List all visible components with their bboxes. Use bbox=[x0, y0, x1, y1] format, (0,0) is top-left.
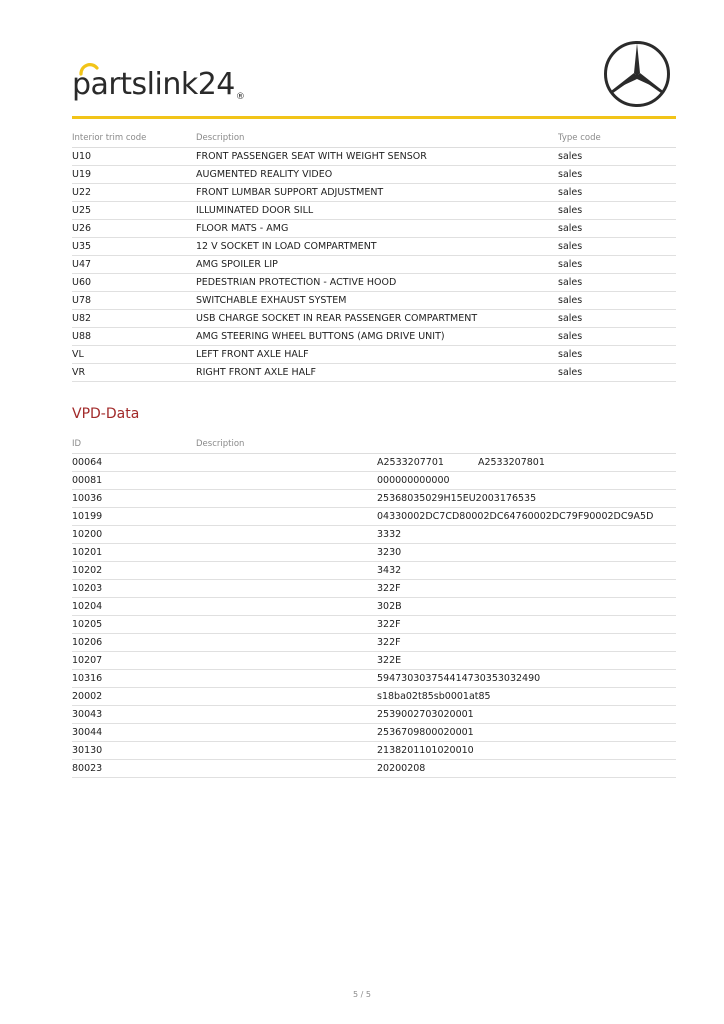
table-row bbox=[72, 256, 676, 274]
vpd-spacer bbox=[196, 508, 377, 525]
vpd-value: 2539002703020001 bbox=[377, 709, 474, 720]
vpd-id-cell: 10316 bbox=[72, 673, 103, 684]
vpd-spacer bbox=[196, 760, 377, 777]
header-description: Description bbox=[196, 133, 245, 143]
table-row bbox=[72, 238, 676, 256]
vpd-value: 20200208 bbox=[377, 763, 426, 774]
vpd-value: s18ba02t85sb0001at85 bbox=[377, 691, 491, 702]
vpd-id-cell: 30044 bbox=[72, 727, 103, 738]
vpd-value-cell bbox=[377, 580, 676, 597]
table-row bbox=[72, 364, 676, 382]
table-header bbox=[72, 130, 676, 148]
vpd-value-cell bbox=[377, 598, 676, 615]
table-row bbox=[72, 688, 676, 706]
vpd-spacer bbox=[196, 634, 377, 651]
vpd-id-cell: 10203 bbox=[72, 583, 103, 594]
description-cell: AUGMENTED REALITY VIDEO bbox=[196, 169, 333, 180]
vpd-value-cell bbox=[377, 742, 676, 759]
vpd-id-cell: 00081 bbox=[72, 475, 103, 486]
vpd-value: 2536709800020001 bbox=[377, 727, 474, 738]
table-row bbox=[72, 508, 676, 526]
type-code-cell: sales bbox=[558, 169, 583, 180]
vpd-value-cell bbox=[377, 526, 676, 543]
trim-code-cell: U60 bbox=[72, 277, 92, 288]
vpd-id-cell: 30043 bbox=[72, 709, 103, 720]
vpd-spacer bbox=[196, 742, 377, 759]
vpd-value-cell bbox=[377, 670, 676, 687]
trim-code-cell: U10 bbox=[72, 151, 92, 162]
vpd-spacer bbox=[196, 454, 377, 471]
vpd-id-cell: 30130 bbox=[72, 745, 103, 756]
vpd-value-cell bbox=[377, 472, 676, 489]
vpd-id-cell: 20002 bbox=[72, 691, 103, 702]
table-row bbox=[72, 292, 676, 310]
description-cell: FRONT PASSENGER SEAT WITH WEIGHT SENSOR bbox=[196, 151, 427, 162]
vpd-value-cell bbox=[377, 562, 676, 579]
type-code-cell: sales bbox=[558, 313, 583, 324]
trim-code-cell: U35 bbox=[72, 241, 92, 252]
header-code: Interior trim code bbox=[72, 133, 147, 143]
header-type: Type code bbox=[558, 133, 601, 143]
vpd-spacer bbox=[196, 652, 377, 669]
description-cell: PEDESTRIAN PROTECTION - ACTIVE HOOD bbox=[196, 277, 397, 288]
table-row bbox=[72, 760, 676, 778]
trim-code-cell: VL bbox=[72, 349, 84, 360]
vpd-id-cell: 10200 bbox=[72, 529, 103, 540]
vpd-value-cell bbox=[377, 652, 676, 669]
vpd-table bbox=[72, 436, 676, 778]
logo-swoosh-icon bbox=[78, 60, 100, 82]
vpd-spacer bbox=[196, 670, 377, 687]
table-header bbox=[72, 436, 676, 454]
table-row bbox=[72, 220, 676, 238]
interior-trim-table bbox=[72, 130, 676, 382]
type-code-cell: sales bbox=[558, 349, 583, 360]
table-row bbox=[72, 310, 676, 328]
description-cell: 12 V SOCKET IN LOAD COMPARTMENT bbox=[196, 241, 377, 252]
type-code-cell: sales bbox=[558, 259, 583, 270]
trim-code-cell: U47 bbox=[72, 259, 92, 270]
trim-code-cell: U82 bbox=[72, 313, 92, 324]
vpd-spacer bbox=[196, 472, 377, 489]
table-row bbox=[72, 544, 676, 562]
type-code-cell: sales bbox=[558, 331, 583, 342]
header-description: Description bbox=[196, 439, 245, 449]
vpd-spacer bbox=[196, 490, 377, 507]
vpd-value: 25368035029H15EU2003176535 bbox=[377, 493, 537, 504]
vpd-value: 322E bbox=[377, 655, 402, 666]
trim-code-cell: U19 bbox=[72, 169, 92, 180]
type-code-cell: sales bbox=[558, 277, 583, 288]
description-cell: FLOOR MATS - AMG bbox=[196, 223, 289, 234]
table-row bbox=[72, 706, 676, 724]
vpd-id-cell: 10205 bbox=[72, 619, 103, 630]
type-code-cell: sales bbox=[558, 241, 583, 252]
type-code-cell: sales bbox=[558, 205, 583, 216]
vpd-value: 322F bbox=[377, 619, 401, 630]
vpd-id-cell: 10202 bbox=[72, 565, 103, 576]
page-number: 5 / 5 bbox=[353, 990, 371, 999]
table-row bbox=[72, 454, 676, 472]
vpd-value-cell bbox=[377, 688, 676, 705]
table-row bbox=[72, 634, 676, 652]
vpd-value-cell bbox=[377, 616, 676, 633]
vpd-value: 322F bbox=[377, 637, 401, 648]
mercedes-star-icon bbox=[603, 40, 671, 108]
vpd-value-secondary: A2533207801 bbox=[477, 457, 545, 468]
vpd-spacer bbox=[196, 616, 377, 633]
vpd-id-cell: 10199 bbox=[72, 511, 103, 522]
description-cell: AMG STEERING WHEEL BUTTONS (AMG DRIVE UNIT) bbox=[196, 331, 445, 342]
type-code-cell: sales bbox=[558, 295, 583, 306]
table-row bbox=[72, 670, 676, 688]
table-row bbox=[72, 472, 676, 490]
table-row bbox=[72, 562, 676, 580]
vpd-value: 2138201101020010 bbox=[377, 745, 474, 756]
trim-code-cell: VR bbox=[72, 367, 86, 378]
description-cell: FRONT LUMBAR SUPPORT ADJUSTMENT bbox=[196, 187, 384, 198]
description-cell: SWITCHABLE EXHAUST SYSTEM bbox=[196, 295, 347, 306]
vpd-value-cell bbox=[377, 490, 676, 507]
description-cell: USB CHARGE SOCKET IN REAR PASSENGER COMPARTMENT bbox=[196, 313, 478, 324]
vpd-spacer bbox=[196, 580, 377, 597]
vpd-id-cell: 00064 bbox=[72, 457, 103, 468]
vpd-spacer bbox=[196, 598, 377, 615]
table-row bbox=[72, 328, 676, 346]
vpd-spacer bbox=[196, 706, 377, 723]
header-divider bbox=[72, 116, 676, 119]
trim-code-cell: U25 bbox=[72, 205, 92, 216]
vpd-value-cell bbox=[377, 760, 676, 777]
vpd-value: 322F bbox=[377, 583, 401, 594]
table-row bbox=[72, 526, 676, 544]
vpd-value: 3432 bbox=[377, 565, 402, 576]
table-row bbox=[72, 652, 676, 670]
vpd-value: 3230 bbox=[377, 547, 402, 558]
vpd-section-title: VPD-Data bbox=[72, 406, 140, 422]
vpd-value-cell bbox=[377, 724, 676, 741]
type-code-cell: sales bbox=[558, 151, 583, 162]
vpd-value: 302B bbox=[377, 601, 402, 612]
vpd-value-cell bbox=[377, 454, 676, 471]
type-code-cell: sales bbox=[558, 367, 583, 378]
vpd-value: 04330002DC7CD80002DC64760002DC79F90002DC9A5D bbox=[377, 511, 654, 522]
vpd-id-cell: 10207 bbox=[72, 655, 103, 666]
vpd-value-cell bbox=[377, 544, 676, 561]
vpd-value-cell bbox=[377, 634, 676, 651]
table-row bbox=[72, 346, 676, 364]
type-code-cell: sales bbox=[558, 187, 583, 198]
header-id: ID bbox=[72, 439, 82, 449]
trim-code-cell: U88 bbox=[72, 331, 92, 342]
trim-code-cell: U78 bbox=[72, 295, 92, 306]
trim-code-cell: U22 bbox=[72, 187, 92, 198]
description-cell: AMG SPOILER LIP bbox=[196, 259, 278, 270]
description-cell: LEFT FRONT AXLE HALF bbox=[196, 349, 309, 360]
table-row bbox=[72, 616, 676, 634]
logo-text: partslink24 bbox=[72, 67, 235, 102]
vpd-value-cell bbox=[377, 706, 676, 723]
vpd-value-cell bbox=[377, 508, 676, 525]
table-row bbox=[72, 202, 676, 220]
description-cell: ILLUMINATED DOOR SILL bbox=[196, 205, 314, 216]
description-cell: RIGHT FRONT AXLE HALF bbox=[196, 367, 316, 378]
vpd-id-cell: 10201 bbox=[72, 547, 103, 558]
table-row bbox=[72, 148, 676, 166]
vpd-spacer bbox=[196, 526, 377, 543]
vpd-id-cell: 10036 bbox=[72, 493, 103, 504]
vpd-spacer bbox=[196, 724, 377, 741]
table-row bbox=[72, 598, 676, 616]
table-row bbox=[72, 580, 676, 598]
vpd-id-cell: 10206 bbox=[72, 637, 103, 648]
table-row bbox=[72, 166, 676, 184]
type-code-cell: sales bbox=[558, 223, 583, 234]
trim-code-cell: U26 bbox=[72, 223, 92, 234]
vpd-value: A2533207701 bbox=[377, 457, 444, 468]
vpd-value: 000000000000 bbox=[377, 475, 450, 486]
vpd-spacer bbox=[196, 562, 377, 579]
table-row bbox=[72, 490, 676, 508]
logo-registered-mark: ® bbox=[235, 92, 245, 102]
table-row bbox=[72, 274, 676, 292]
vpd-id-cell: 80023 bbox=[72, 763, 103, 774]
table-row bbox=[72, 742, 676, 760]
vpd-spacer bbox=[196, 544, 377, 561]
table-row bbox=[72, 724, 676, 742]
vpd-value: 594730303754414730353032490 bbox=[377, 673, 541, 684]
vpd-value: 3332 bbox=[377, 529, 402, 540]
vpd-id-cell: 10204 bbox=[72, 601, 103, 612]
table-row bbox=[72, 184, 676, 202]
vpd-spacer bbox=[196, 688, 377, 705]
